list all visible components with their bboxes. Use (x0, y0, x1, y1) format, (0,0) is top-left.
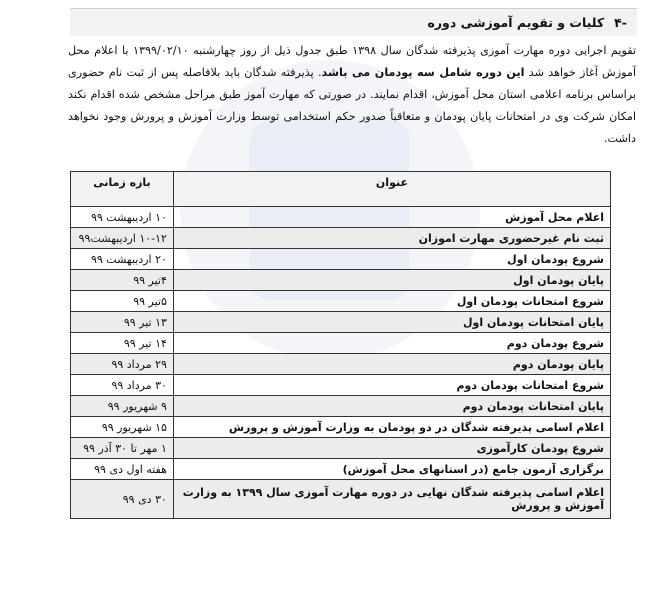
row-title: پایان امتحانات پودمان اول (173, 312, 610, 333)
table-row (71, 417, 611, 438)
table-row (71, 312, 611, 333)
row-period: ۹ شهریور ۹۹ (71, 396, 174, 417)
table-header-row (71, 172, 611, 207)
section-number: -۴ (614, 15, 627, 30)
table-row (71, 207, 611, 228)
row-title: ثبت نام غیرحضوری مهارت اموزان (173, 228, 610, 249)
row-period: ۱۳ تیر ۹۹ (71, 312, 174, 333)
schedule-table (70, 171, 611, 519)
row-period: ۱۵ شهریور ۹۹ (71, 417, 174, 438)
table-row (71, 354, 611, 375)
row-title: پایان پودمان دوم (173, 354, 610, 375)
row-title: شروع امتحانات پودمان اول (173, 291, 610, 312)
table-row (71, 459, 611, 480)
table-row (71, 375, 611, 396)
row-period: ۲۹ مرداد ۹۹ (71, 354, 174, 375)
row-title: برگزاری آزمون جامع (در استانهای محل آموزش) (173, 459, 610, 480)
row-title: اعلام اسامی پذیرفته شدگان در دو پودمان به وزارت آموزش و پرورش (173, 417, 610, 438)
paragraph-bold-text: این دوره شامل سه پودمان می باشد (321, 66, 525, 79)
table-row (71, 249, 611, 270)
row-title: اعلام محل آموزش (173, 207, 610, 228)
paragraph-text-2: . پذیرفته شدگان باید بلافاصله پس از ثبت نام حضوری براساس برنامه اعلامی استان محل آموزش، اقدام نمایند. در صورتی که مهارت آموز طبق مراحل مشخص شده اقدام نکند امکان شرکت وی در امتحانات پایان پودمان و متعاقباً صدور حکم استخدامی توسط وزارت آموزش و پرورش وجود نخواهد داشت. (68, 66, 636, 145)
row-period: هفته اول دی ۹۹ (71, 459, 174, 480)
paragraph-text-1: تقویم اجرایی دوره مهارت آموزی پذیرفته شدگان سال ۱۳۹۸ طبق جدول ذیل از روز چهارشنبه ۱۳۹۹/۰۲/۱۰ با اعلام محل آموزش آغاز خواهد شد (68, 44, 637, 79)
table-row (71, 438, 611, 459)
row-title: پایان پودمان اول (173, 270, 610, 291)
row-title: شروع امتحانات پودمان دوم (173, 375, 610, 396)
row-title: پایان امتحانات پودمان دوم (173, 396, 610, 417)
row-title: اعلام اسامی پذیرفته شدگان نهایی در دوره مهارت آموزی سال ۱۳۹۹ به وزارت آموزش و پرورش (173, 480, 610, 519)
row-period: ۳۰ دی ۹۹ (71, 480, 174, 519)
row-period: ۵تیر ۹۹ (71, 291, 174, 312)
row-period: ۱۰-۱۲ اردیبهشت۹۹ (71, 228, 174, 249)
row-period: ۱۴ تیر ۹۹ (71, 333, 174, 354)
table-row (71, 333, 611, 354)
row-period: ۳۰ مرداد ۹۹ (71, 375, 174, 396)
row-period: ۴تیر ۹۹ (71, 270, 174, 291)
row-period: ۱ مهر تا ۳۰ آذر ۹۹ (71, 438, 174, 459)
table-row (71, 291, 611, 312)
section-title: کلیات و تقویم آموزشی دوره (427, 15, 605, 30)
table-row (71, 396, 611, 417)
row-title: شروع پودمان اول (173, 249, 610, 270)
row-period: ۱۰ اردیبهشت ۹۹ (71, 207, 174, 228)
table-row (71, 480, 611, 519)
section-heading (70, 8, 637, 36)
header-title: عنوان (173, 172, 610, 207)
row-period: ۲۰ اردیبهشت ۹۹ (71, 249, 174, 270)
row-title: شروع پودمان دوم (173, 333, 610, 354)
table-body (71, 207, 611, 519)
header-period: بازه زمانی (71, 172, 174, 207)
table-row (71, 228, 611, 249)
row-title: شروع پودمان کارآموزی (173, 438, 610, 459)
intro-paragraph (68, 40, 636, 150)
table-row (71, 270, 611, 291)
